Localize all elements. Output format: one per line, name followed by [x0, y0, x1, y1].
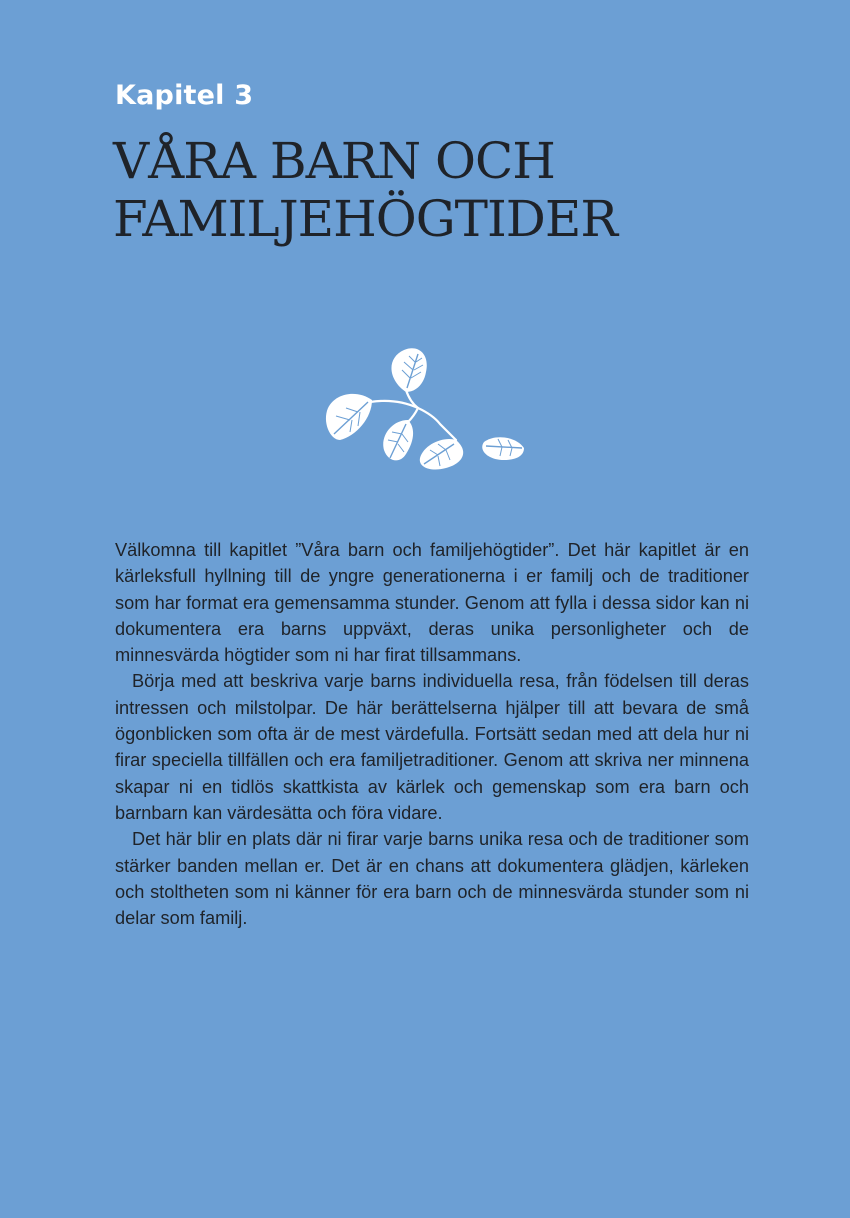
chapter-title-line-2: FAMILJEHÖGTIDER	[113, 190, 618, 248]
chapter-title	[113, 132, 813, 248]
leaf-icon	[391, 348, 426, 392]
chapter-title-line-1: VÅRA BARN OCH	[113, 132, 555, 190]
paragraph: Börja med att beskriva varje barns individuella resa, från födelsen till deras intressen och milstolpar. De här berättelserna hjälper till att bevara de små ögonblicken som ofta är de mest värdefulla. Fortsätt sedan med att dela hur ni firar speciella tillfällen och era familjetraditioner. Genom att skriva ner minnena skapar ni en tidlös skattkista av kärlek och gemenskap som era barn och barnbarn kan värdesätta och föra vidare.	[115, 671, 749, 823]
intro-text	[115, 537, 749, 931]
leaf-icon	[482, 437, 524, 460]
paragraph: Det här blir en plats där ni firar varje barns unika resa och de traditioner som stärker banden mellan er. Det är en chans att dokumentera glädjen, kärleken och stoltheten som ni känner för era barn och de minnesvärda stunder som ni delar som familj.	[115, 829, 749, 929]
paragraph: Välkomna till kapitlet ”Våra barn och familjehögtider”. Det här kapitlet är en kärleksfull hyllning till de yngre generationerna i er familj och de traditioner som har format era gemensamma stunder. Genom att fylla i dessa sidor kan ni dokumentera era barns uppväxt, deras unika personligheter och de minnesvärda högtider som ni har firat tillsammans.	[115, 540, 749, 666]
chapter-label: Kapitel 3	[115, 80, 254, 111]
leaf-icon	[383, 420, 413, 460]
leaf-icon	[326, 394, 372, 440]
leaf-icon	[420, 439, 463, 470]
leaf-branch-icon	[318, 340, 533, 480]
